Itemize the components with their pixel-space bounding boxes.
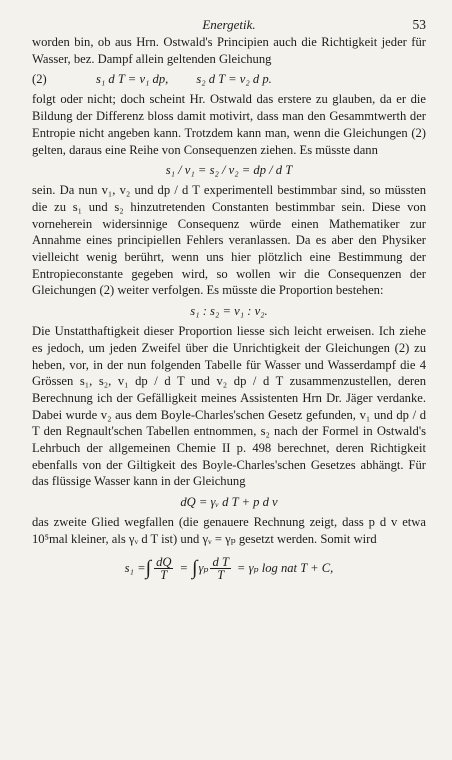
equation-4: s₁ : s₂ = v₁ : v₂. <box>190 303 268 318</box>
paragraph-3: sein. Da nun v₁, v₂ und dp / d T experimentell bestimmbar sind, so müssten die zu s₁ und s₂ hinzutretenden Constanten bestimmbar sein. Diese von vorneherein widersinnige Consequenz würde einen Mathematiker zur Annahme eines principiellen Fehlers veranlassen. Da es aber den Physiker vielleicht wenig berührt, wenn uns hier plötzlich eine Bestimmung der Entropieconstante gegeben wird, so wollen wir die Consequenzen der Gleichungen (2) weiter verfolgen. Es müsste die Proportion bestehen: <box>32 183 426 298</box>
equation-5: dQ = γᵥ d T + p d v <box>180 494 278 509</box>
paragraph-4: Die Unstatthaftigkeit dieser Proportion liesse sich leicht erweisen. Ich ziehe es jedoch, um jeden Zweifel über die Unrichtigkeit der Gleichungen (2) zu heben, vor, in der nun folgenden Tabelle für Wasser und Wasserdampf die 4 Grössen s₁, s₂, v₁ dp / d T und v₂ dp / d T zusammenzustellen, deren Berechnung ich der Gefälligkeit meines Assistenten Hrn Dr. Jäger verdanke. Dabei wurde v₂ aus dem Boyle-Charles'schen Gesetz gefunden, v₁ und dp / d T den Regnault'schen Tabellen entnommen, s₂ nach der Formel in Ostwald's Lehrbuch der allgemeinen Chemie II p. 498 berechnet, deren Richtigkeit ebenfalls von der Giltigkeit des Boyle-Charles'schen Gesetzes abhängt. Für das flüssige Wasser kann in der Gleichung <box>32 324 426 489</box>
paragraph-2: folgt oder nicht; doch scheint Hr. Ostwald das erstere zu glauben, da er die Bildung der Differenz bloss damit motivirt, dass man den Gesammtwerth der Entropie nicht angeben kann. Trotzdem kann man, wenn die Gleichungen (2) gelten, daraus eine Reihe von Consequenzen ziehen. Es müsste dann <box>32 92 426 157</box>
fraction-dq-t: $\frac{dQ}{T}$ <box>156 555 172 583</box>
integral-sign: ∫ <box>191 557 198 580</box>
equation-2b: s₂ d T = v₂ d p. <box>196 72 272 87</box>
integral-sign: ∫ <box>145 557 152 580</box>
fraction-dt-t: $\frac{\text{d T}}{T}$ <box>212 555 229 583</box>
paragraph-1: worden bin, ob aus Hrn. Ostwald's Principien auch die Richtigkeit jeder für Wasser, bez. Dampf allein geltenden Gleichung <box>32 35 426 66</box>
equation-2 <box>32 69 426 89</box>
equation-2a: s₁ d T = v₁ dp, <box>96 72 169 87</box>
equation-6: s₁ = ∫ $\frac{dQ}{T}$ = ∫ γₚ $\frac{\text{d T}}{T}$ = γₚ log nat T + C, <box>124 555 334 583</box>
equation-3: s₁ / v₁ = s₂ / v₂ = dp / d T <box>165 162 293 177</box>
running-title: Energetik. <box>202 17 256 32</box>
page-number: 53 <box>412 17 426 32</box>
page-header <box>32 0 426 34</box>
paragraph-5: das zweite Glied wegfallen (die genauere Rechnung zeigt, dass p d v etwa 10⁵mal kleiner, als γᵥ d T ist) und γᵥ = γₚ gesetzt werden. Somit wird <box>32 515 426 546</box>
equation-number: (2) <box>32 72 47 87</box>
body-text <box>32 34 426 586</box>
